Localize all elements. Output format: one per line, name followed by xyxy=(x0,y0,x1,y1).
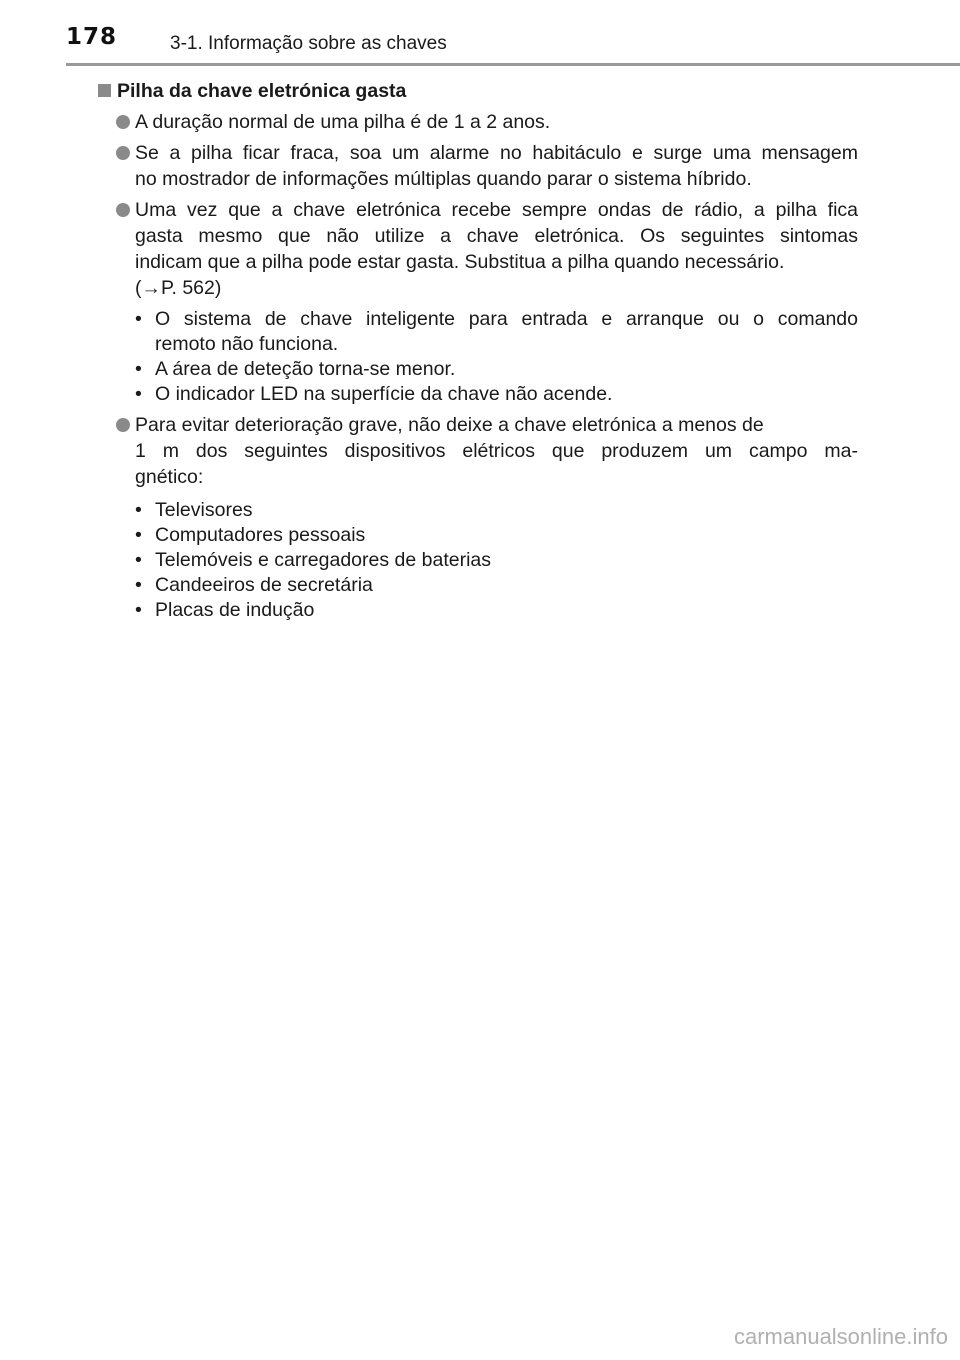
item-text-line: Uma vez que a chave eletrónica recebe sempre ondas de rádio, a pilha fica xyxy=(135,199,858,221)
bullet-mark: • xyxy=(135,358,142,380)
page-reference: (→P. 562) xyxy=(135,277,222,299)
sub-item-line: remoto não funciona. xyxy=(155,333,339,355)
bullet-mark: • xyxy=(135,383,142,405)
sub-list-item xyxy=(135,573,858,598)
sub-list-item xyxy=(135,357,858,382)
list-item xyxy=(96,197,858,407)
sub-list-item xyxy=(135,548,858,573)
page-header xyxy=(0,0,960,70)
sub-item-line: Computadores pessoais xyxy=(155,524,366,546)
item-text-line: Se a pilha ficar fraca, soa um alarme no habitáculo e surge uma mensagem xyxy=(135,142,858,164)
sub-list-item xyxy=(135,498,858,523)
sub-item-line: O indicador LED na superfície da chave não acende. xyxy=(155,383,613,405)
round-bullet-icon xyxy=(116,418,130,432)
sub-list-item xyxy=(135,598,858,623)
sub-item-line: Telemóveis e carregadores de baterias xyxy=(155,549,492,571)
sub-item-line: A área de deteção torna-se menor. xyxy=(155,358,456,380)
item-text-line: Para evitar deterioração grave, não deixe a chave eletrónica a menos de xyxy=(135,414,764,436)
sub-item-line: Candeeiros de secretária xyxy=(155,574,373,596)
round-bullet-icon xyxy=(116,146,130,160)
section-heading-text: Pilha da chave eletrónica gasta xyxy=(117,80,407,102)
bullet-mark: • xyxy=(135,308,142,330)
round-bullet-icon xyxy=(116,115,130,129)
item-text-line: gnético: xyxy=(135,466,204,488)
sub-list-item xyxy=(135,382,858,407)
bullet-mark: • xyxy=(135,574,142,596)
sub-item-line: Placas de indução xyxy=(155,599,315,621)
sub-list xyxy=(135,307,858,407)
header-rule xyxy=(66,63,960,66)
sub-list xyxy=(135,498,858,623)
item-text-line: A duração normal de uma pilha é de 1 a 2 anos. xyxy=(135,111,551,133)
sub-item-line: Televisores xyxy=(155,499,253,521)
item-text-line: indicam que a pilha pode estar gasta. Substitua a pilha quando necessário. xyxy=(135,251,785,273)
item-text-line: 1 m dos seguintes dispositivos elétricos que produzem um campo ma- xyxy=(135,440,858,462)
section-title: 3-1. Informação sobre as chaves xyxy=(170,33,447,54)
item-text-line: no mostrador de informações múltiplas quando parar o sistema híbrido. xyxy=(135,168,752,190)
square-bullet-icon xyxy=(98,84,111,97)
content xyxy=(96,78,858,628)
bullet-mark: • xyxy=(135,524,142,546)
bullet-mark: • xyxy=(135,549,142,571)
list-item xyxy=(96,140,858,192)
bullet-mark: • xyxy=(135,499,142,521)
sub-list-item xyxy=(135,523,858,548)
list-item xyxy=(96,109,858,135)
section-heading xyxy=(96,78,858,104)
sub-item-line: O sistema de chave inteligente para entrada e arranque ou o comando xyxy=(155,308,858,330)
round-bullet-icon xyxy=(116,203,130,217)
watermark: carmanualsonline.info xyxy=(733,1324,948,1349)
list-item xyxy=(96,412,858,623)
page-number: 178 xyxy=(66,24,118,50)
sub-list-item xyxy=(135,307,858,357)
item-text-line: gasta mesmo que não utilize a chave eletrónica. Os seguintes sintomas xyxy=(135,225,858,247)
bullet-mark: • xyxy=(135,599,142,621)
